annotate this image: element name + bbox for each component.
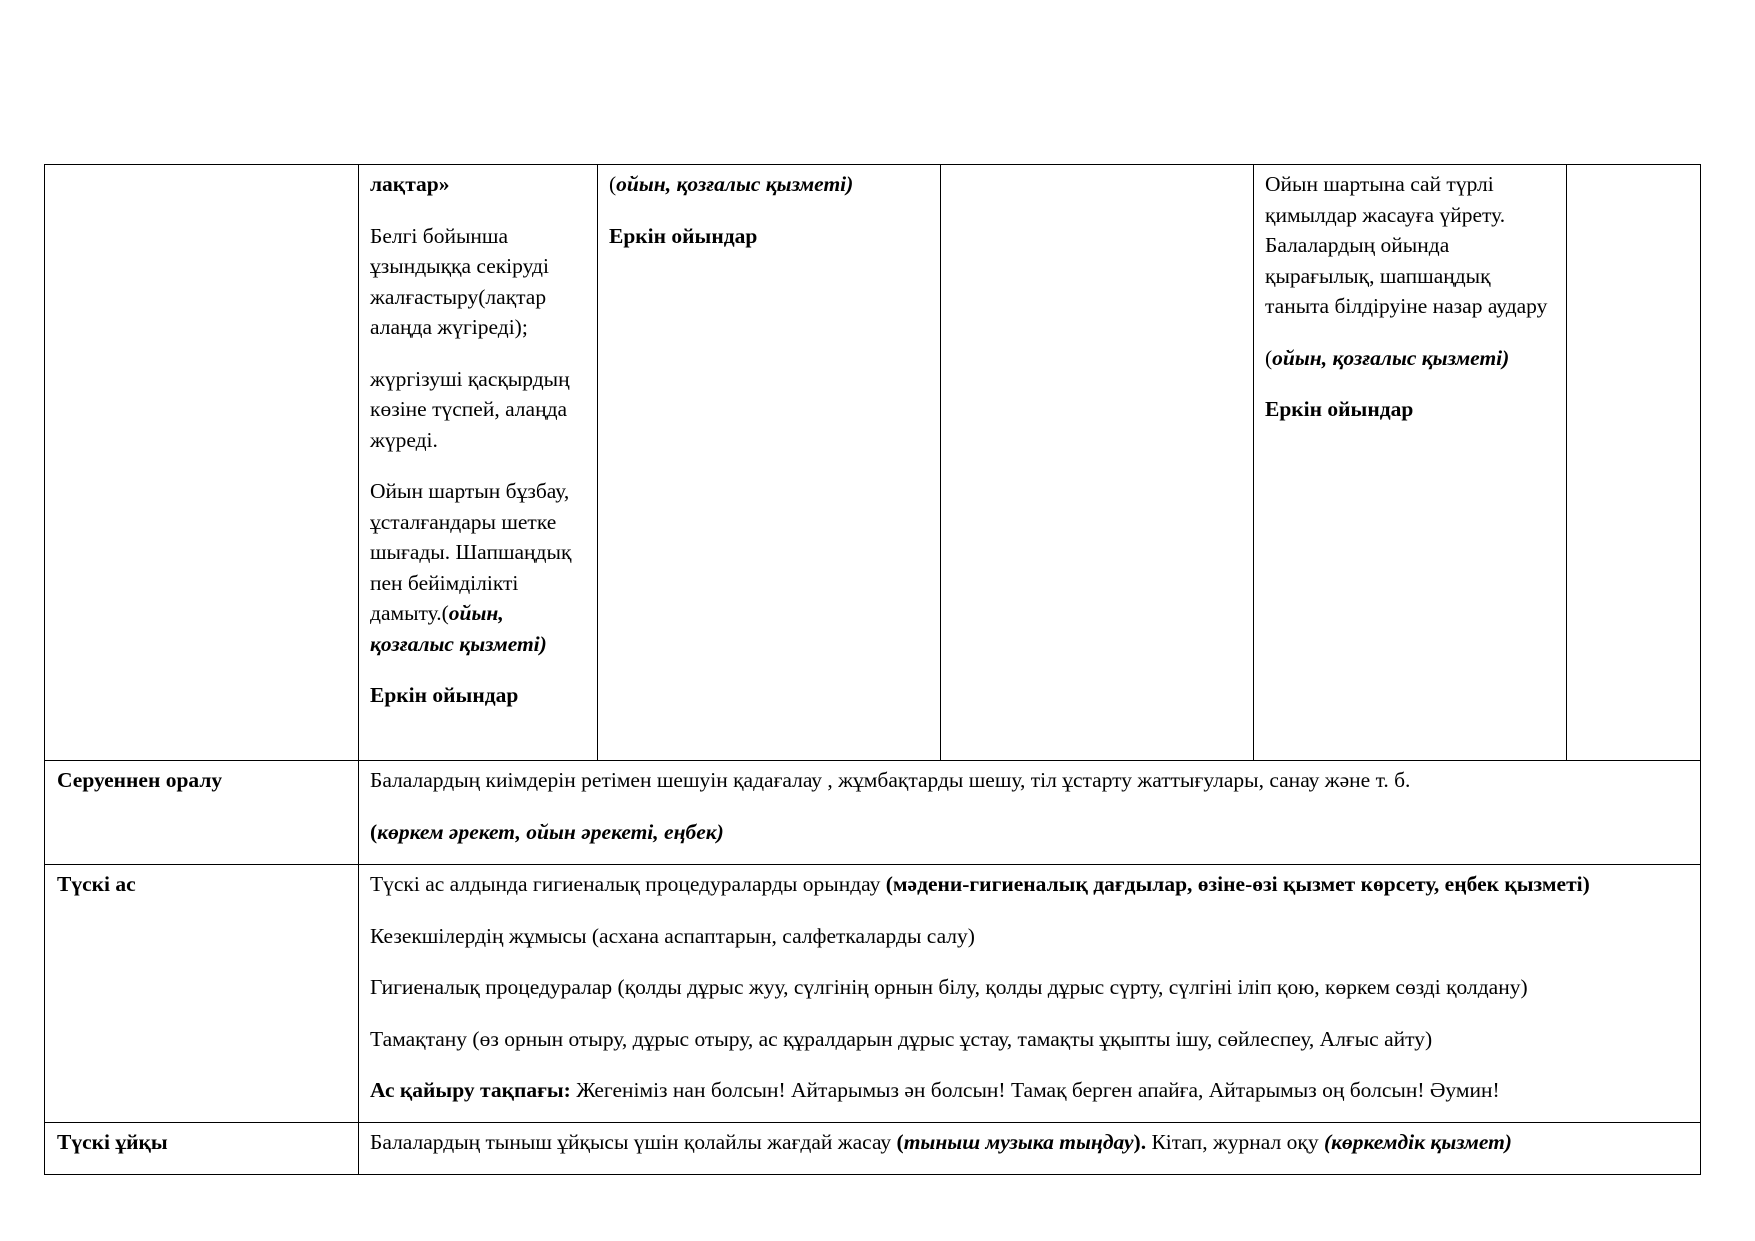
activity-type: ойын, қозғалыс қызметі) xyxy=(616,172,854,196)
free-games-label: Еркін ойындар xyxy=(370,683,519,707)
cell-empty-label xyxy=(45,165,359,761)
cell-game-goal xyxy=(1254,165,1567,761)
paren-open: ( xyxy=(1265,345,1273,370)
activity-type: көркем әрекет, ойын әрекеті, еңбек) xyxy=(377,819,724,844)
prayer-text: Жегеніміз нан болсын! Айтарымыз ән болсын! Тамақ берген апайға, Айтарымыз оң болсын! Әумин! xyxy=(570,1078,1500,1102)
lunch-line-5 xyxy=(370,1075,1690,1106)
free-games-label: Еркін ойындар xyxy=(1265,397,1414,421)
lunch-line-2: Кезекшілердің жұмысы (асхана аспаптарын, салфеткаларды салу) xyxy=(370,923,975,948)
cell-empty xyxy=(941,165,1254,761)
nap-text-2: Кітап, журнал оқу xyxy=(1146,1130,1324,1154)
prayer-label: Ас қайыру тақпағы: xyxy=(370,1078,571,1102)
row-content xyxy=(359,1123,1701,1175)
return-text: Балалардың киімдерін ретімен шешуін қадағалау , жұмбақтарды шешу, тіл ұстарту жаттығулары, санау және т. б. xyxy=(370,768,1411,792)
game-goal-text: Ойын шартына сай түрлі қимылдар жасауға үйрету. Балалардың ойында қырағылық, шапшаңдық танытa білдіруіне назар аудару xyxy=(1265,172,1548,318)
paren-open: ( xyxy=(896,1130,904,1154)
cell-activity xyxy=(598,165,941,761)
activity-line xyxy=(370,817,1690,848)
paren-open: ( xyxy=(441,601,449,625)
activity-type: (көркемдік қызмет) xyxy=(1323,1130,1512,1154)
activity-type: ойын, қозғалыс қызметі) xyxy=(370,601,547,656)
game-title-end: лақтар» xyxy=(370,172,450,196)
lunch-line-1-text: Түскі ас алдында гигиеналық процедураларды орындау xyxy=(370,872,886,896)
cell-game-description xyxy=(359,165,598,761)
lunch-line-4: Тамақтану (өз орнын отыру, дұрыс отыру, ас құралдарын дұрыс ұстау, тамақты ұқыпты ішу, сөйлеспеу, Алғыс айту) xyxy=(370,1026,1433,1051)
row-label: Серуеннен оралу xyxy=(45,761,359,865)
row-label: Түскі ас xyxy=(45,865,359,1123)
cell-empty xyxy=(1567,165,1701,761)
paren-open: ( xyxy=(370,819,378,844)
row-label: Түскі ұйқы xyxy=(45,1123,359,1175)
row-content xyxy=(359,761,1701,865)
table-row-return xyxy=(45,761,1701,865)
table-row-nap xyxy=(45,1123,1701,1175)
nap-text-1: Балалардың тыныш ұйқысы үшін қолайлы жағдай жасау xyxy=(370,1130,897,1154)
row-content xyxy=(359,865,1701,1123)
table-row-continuation xyxy=(45,165,1701,761)
game-step-2: жүргізуші қасқырдың көзіне түспей, алаңда жүреді. xyxy=(370,366,570,452)
game-step-3 xyxy=(370,476,587,659)
game-step-3-text: Ойын шартын бұзбау, ұсталғандары шетке шығады. Шапшаңдық пен бейімділікті дамыту. xyxy=(370,479,572,625)
paren-open: ( xyxy=(609,172,617,196)
lunch-line-3: Гигиеналық процедуралар (қолды дұрыс жуу, сүлгінің орнын білу, қолды дұрыс сүрту, сүлгіні іліп қою, көркем сөзді қолдану) xyxy=(370,975,1528,999)
activity-line xyxy=(609,169,930,200)
nap-line xyxy=(370,1127,1690,1158)
paren-close: ). xyxy=(1133,1130,1147,1154)
activity-type: тыныш музыка тыңдау xyxy=(903,1130,1134,1154)
game-step-1: Белгі бойынша ұзындыққа секіруді жалғастыру(лақтар алаңда жүгіреді); xyxy=(370,223,549,339)
activity-line xyxy=(1265,343,1556,374)
table-row-lunch xyxy=(45,865,1701,1123)
daily-plan-table xyxy=(44,164,1701,1175)
activity-type: ойын, қозғалыс қызметі) xyxy=(1272,345,1510,370)
free-games-label: Еркін ойындар xyxy=(609,223,758,248)
lunch-line-1-bold: (мәдени-гигиеналық дағдылар, өзіне-өзі қызмет көрсету, еңбек қызметі) xyxy=(885,872,1590,896)
lunch-line-1 xyxy=(370,869,1690,900)
